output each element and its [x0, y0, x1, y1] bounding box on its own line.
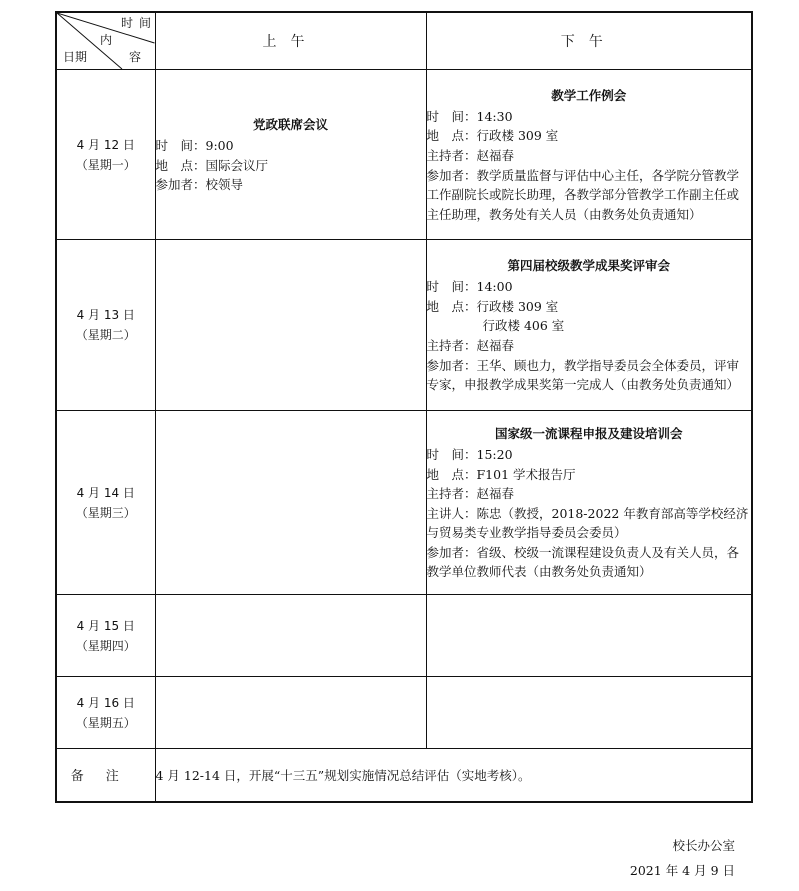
morning-event-empty	[155, 240, 426, 411]
event-title: 教学工作例会	[551, 87, 627, 103]
date-cell	[56, 595, 155, 677]
schedule-row-day2	[56, 240, 752, 411]
event-title: 国家级一流课程申报及建设培训会	[494, 425, 683, 441]
afternoon-event	[426, 70, 752, 240]
weekday-text: （星期二）	[75, 328, 136, 342]
afternoon-event-empty	[426, 595, 752, 677]
morning-event	[155, 70, 426, 240]
event-place-secondary: 行政楼 406 室	[482, 318, 565, 334]
event-place: 地 点：F101 学术报告厅	[426, 466, 576, 482]
date-cell	[56, 240, 155, 411]
weekday-text: （星期四）	[75, 638, 136, 653]
header-morning: 上午	[155, 12, 426, 70]
event-host: 主持者：赵福春	[426, 147, 515, 163]
morning-event-empty	[155, 677, 426, 749]
header-row	[56, 12, 752, 70]
afternoon-event	[426, 411, 752, 595]
weekday-text: （星期五）	[75, 715, 136, 730]
date-text: 4 月 15 日	[76, 618, 135, 633]
event-attendees: 参加者：王华、顾也力，教学指导委员会全体委员，评审专家，申报教学成果奖第一完成人（由教务处负责通知）	[426, 357, 740, 393]
date-cell	[56, 411, 155, 595]
afternoon-event	[426, 240, 752, 411]
date-text: 4 月 16 日	[76, 695, 135, 710]
event-title: 第四届校级教学成果奖评审会	[507, 258, 670, 274]
afternoon-event-empty	[426, 677, 752, 749]
remark-text: 4 月 12-14 日，开展“十三五”规划实施情况总结评估（实地考核）。	[155, 749, 752, 802]
event-time: 时 间：14:30	[426, 108, 513, 124]
weekday-text: （星期三）	[75, 505, 136, 520]
schedule-row-day1	[56, 70, 752, 240]
schedule-row-day4	[56, 595, 752, 677]
header-time-label: 时间	[121, 16, 158, 30]
event-attendees: 参加者：教学质量监督与评估中心主任，各学院分管教学工作副院长或院长助理，各教学部分管教学工作副主任或主任助理，教务处有关人员（由教务处负责通知）	[426, 167, 740, 222]
event-host: 主持者：赵福春	[426, 486, 515, 502]
morning-event-empty	[155, 411, 426, 595]
issuing-office: 校长办公室	[672, 838, 735, 853]
header-content-label-1: 内	[100, 33, 113, 47]
event-time: 时 间：9:00	[155, 138, 234, 154]
event-speaker: 主讲人：陈忠（教授，2018-2022 年教育部高等学校经济与贸易类专业教学指导委员会委员）	[426, 505, 749, 541]
schedule-row-day5	[56, 677, 752, 749]
event-attendees: 参加者：校领导	[155, 177, 244, 193]
date-text: 4 月 13 日	[76, 308, 135, 322]
remark-row	[56, 749, 752, 802]
date-cell	[56, 677, 155, 749]
event-place: 地 点：行政楼 309 室	[426, 128, 559, 144]
header-date-label: 日期	[63, 50, 88, 64]
event-place: 地 点：行政楼 309 室	[426, 298, 559, 314]
event-time: 时 间：15:20	[426, 446, 513, 462]
header-afternoon: 下午	[426, 12, 752, 70]
header-content-label-2: 容	[129, 50, 142, 64]
issue-date: 2021 年 4 月 9 日	[629, 863, 735, 878]
date-text: 4 月 14 日	[76, 485, 135, 500]
date-text: 4 月 12 日	[76, 137, 135, 152]
weekly-schedule-table	[55, 11, 753, 803]
date-cell	[56, 70, 155, 240]
event-time: 时 间：14:00	[426, 279, 513, 295]
event-host: 主持者：赵福春	[426, 338, 515, 353]
weekday-text: （星期一）	[75, 157, 136, 172]
schedule-row-day3	[56, 411, 752, 595]
diagonal-header-cell	[56, 12, 158, 70]
remark-label: 备注	[56, 749, 155, 802]
event-title: 党政联席会议	[252, 117, 328, 133]
event-attendees: 参加者：省级、校级一流课程建设负责人及有关人员，各教学单位教师代表（由教务处负责通知）	[426, 544, 740, 580]
morning-event-empty	[155, 595, 426, 677]
event-place: 地 点：国际会议厅	[155, 157, 269, 173]
